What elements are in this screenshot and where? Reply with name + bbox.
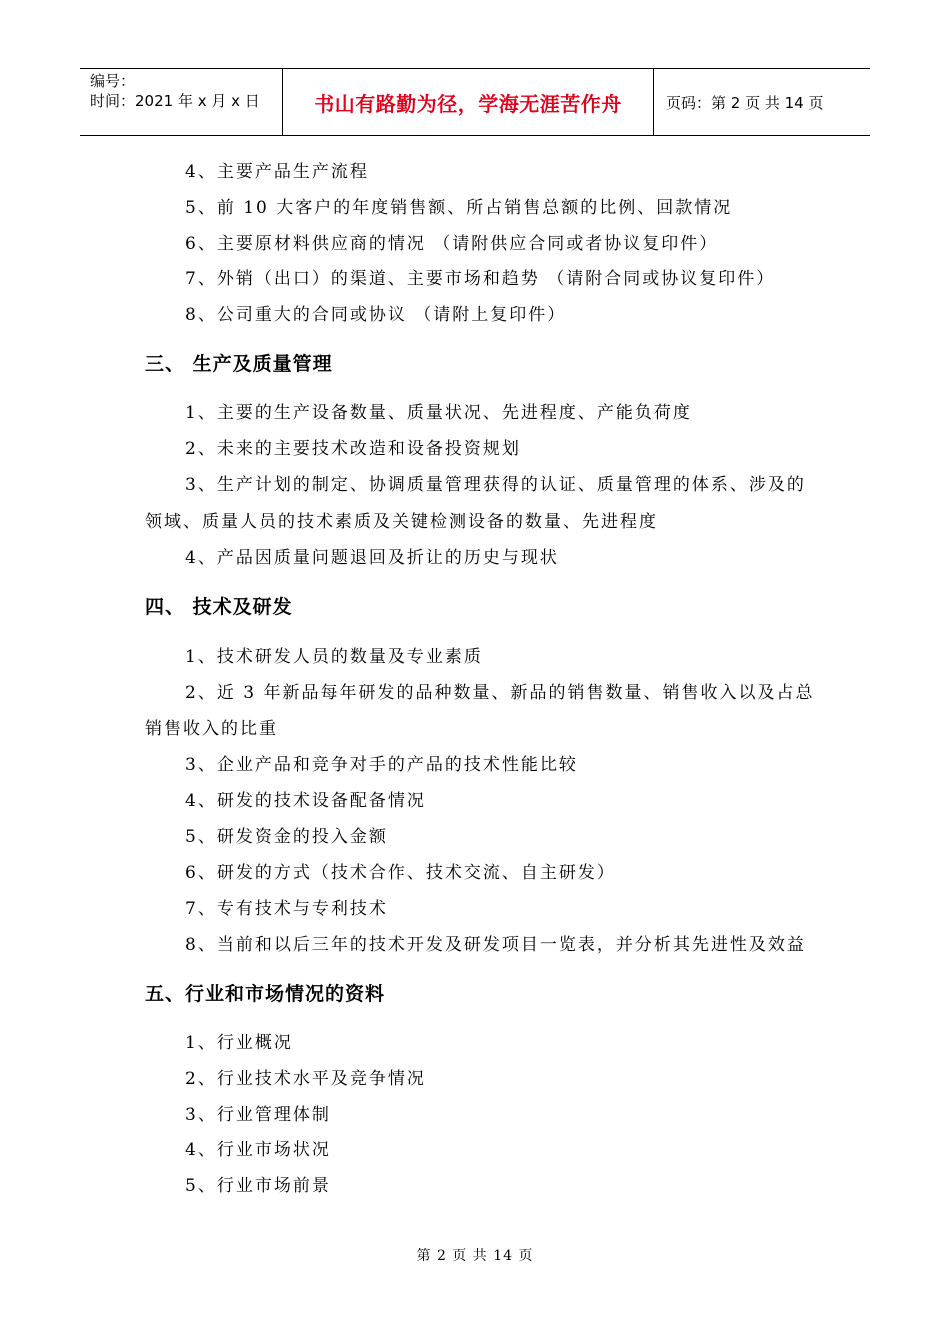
page-footer: 第 2 页 共 14 页 [416, 1248, 534, 1264]
list-item: 1、技术研发人员的数量及专业素质 [185, 647, 483, 667]
list-item: 5、前 10 大客户的年度销售额、所占销售总额的比例、回款情况 [185, 198, 733, 218]
list-item: 2、未来的主要技术改造和设备投资规划 [185, 439, 521, 459]
list-item: 4、行业市场状况 [185, 1140, 331, 1160]
header-date: 时间：2021 年 x 月 x 日 [90, 92, 260, 110]
list-item: 8、当前和以后三年的技术开发及研发项目一览表，并分析其先进性及效益 [185, 935, 806, 955]
section-heading: 五、行业和市场情况的资料 [145, 983, 386, 1005]
header-motto: 书山有路勤为径，学海无涯苦作舟 [282, 69, 654, 135]
list-item: 4、产品因质量问题退回及折让的历史与现状 [185, 548, 559, 568]
header-page-info: 页码：第 2 页 共 14 页 [666, 93, 824, 112]
section-heading: 三、 生产及质量管理 [145, 353, 333, 375]
list-item: 3、企业产品和竞争对手的产品的技术性能比较 [185, 755, 578, 775]
list-item: 2、近 3 年新品每年研发的品种数量、新品的销售数量、销售收入以及占总 [185, 683, 815, 703]
list-item: 1、行业概况 [185, 1033, 293, 1053]
list-item: 6、研发的方式（技术合作、技术交流、自主研发） [185, 863, 616, 883]
list-item: 6、主要原材料供应商的情况 （请附供应合同或者协议复印件） [185, 234, 719, 254]
list-item: 4、研发的技术设备配备情况 [185, 791, 426, 811]
list-item-continuation: 销售收入的比重 [145, 719, 278, 739]
list-item: 5、研发资金的投入金额 [185, 827, 388, 847]
list-item: 4、主要产品生产流程 [185, 162, 369, 182]
list-item: 2、行业技术水平及竞争情况 [185, 1069, 426, 1089]
section-heading: 四、 技术及研发 [145, 596, 293, 618]
page-header [80, 68, 870, 136]
list-item: 1、主要的生产设备数量、质量状况、先进程度、产能负荷度 [185, 403, 692, 423]
list-item: 8、公司重大的合同或协议 （请附上复印件） [185, 305, 567, 325]
list-item: 7、专有技术与专利技术 [185, 899, 388, 919]
list-item-continuation: 领域、质量人员的技术素质及关键检测设备的数量、先进程度 [145, 512, 658, 532]
list-item: 7、外销（出口）的渠道、主要市场和趋势 （请附合同或协议复印件） [185, 269, 776, 289]
list-item: 3、生产计划的制定、协调质量管理获得的认证、质量管理的体系、涉及的 [185, 475, 806, 495]
list-item: 3、行业管理体制 [185, 1105, 331, 1125]
header-meta [80, 69, 282, 135]
list-item: 5、行业市场前景 [185, 1176, 331, 1196]
header-number: 编号： [90, 72, 136, 90]
